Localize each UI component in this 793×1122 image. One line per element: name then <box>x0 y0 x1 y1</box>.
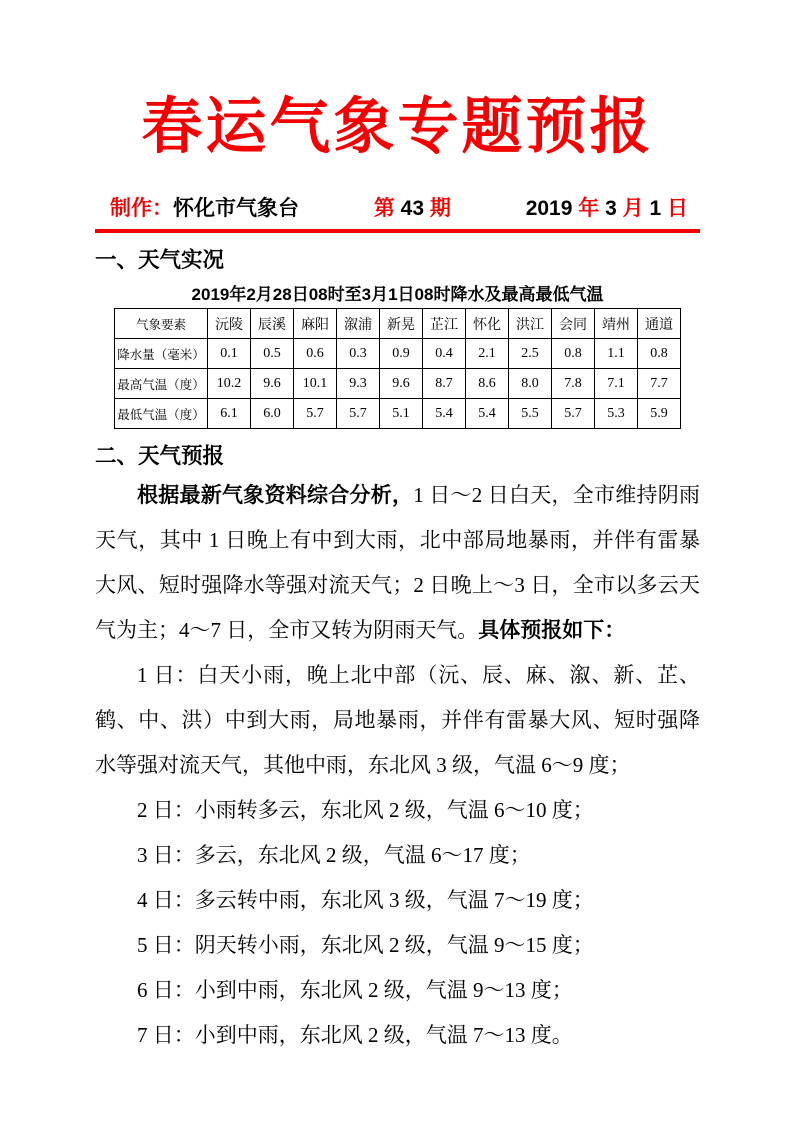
producer-value: 怀化市气象台 <box>173 197 299 220</box>
cell: 0.4 <box>423 339 466 369</box>
cell: 0.5 <box>251 339 294 369</box>
col-header-station: 溆浦 <box>337 309 380 339</box>
cell: 1.1 <box>595 339 638 369</box>
col-header-station: 沅陵 <box>208 309 251 339</box>
cell: 6.0 <box>251 399 294 429</box>
cell: 5.1 <box>380 399 423 429</box>
col-header-station: 怀化 <box>466 309 509 339</box>
cell: 5.4 <box>466 399 509 429</box>
section-2-heading: 二、天气预报 <box>95 444 225 468</box>
cell: 8.0 <box>509 369 552 399</box>
cell: 5.5 <box>509 399 552 429</box>
cell: 2.1 <box>466 339 509 369</box>
header-info <box>95 194 700 224</box>
col-header-station: 芷江 <box>423 309 466 339</box>
issue-date <box>526 194 688 224</box>
forecast-day-5: 5 日：阴天转小雨，东北风 2 级，气温 9～15 度； <box>137 933 594 957</box>
cell: 8.7 <box>423 369 466 399</box>
weather-table <box>114 308 681 429</box>
forecast-day-1: 1 日：白天小雨，晚上北中部（沅、辰、麻、溆、新、芷、鹤、中、洪）中到大雨，局地暴雨，并伴有雷暴大风、短时强降水等强对流天气，其他中雨，东北风 3 级，气温 6～9 度； <box>95 663 700 777</box>
table-row-min-temp <box>115 399 681 429</box>
date-day: 1 <box>649 197 662 220</box>
cell: 0.9 <box>380 339 423 369</box>
date-month-unit: 月 <box>616 197 650 220</box>
table-title: 2019年2月28日08时至3月1日08时降水及最高最低气温 <box>191 285 604 304</box>
forecast-day-4: 4 日：多云转中雨，东北风 3 级，气温 7～19 度； <box>137 888 594 912</box>
producer-label: 制作： <box>110 197 173 220</box>
cell: 9.6 <box>251 369 294 399</box>
intro-tail-bold: 具体预报如下： <box>478 619 626 642</box>
document-title: 春运气象专题预报 <box>141 94 654 161</box>
section-1-heading: 一、天气实况 <box>95 248 225 272</box>
cell: 7.7 <box>638 369 681 399</box>
row-label: 降水量（毫米） <box>115 339 208 369</box>
table-row-max-temp <box>115 369 681 399</box>
cell: 10.2 <box>208 369 251 399</box>
forecast-intro <box>95 473 700 653</box>
date-month: 3 <box>605 197 617 220</box>
cell: 0.1 <box>208 339 251 369</box>
cell: 2.5 <box>509 339 552 369</box>
col-header-station: 麻阳 <box>294 309 337 339</box>
col-header-station: 新晃 <box>380 309 423 339</box>
col-header-station: 洪江 <box>509 309 552 339</box>
cell: 0.8 <box>552 339 595 369</box>
cell: 5.3 <box>595 399 638 429</box>
row-label: 最高气温（度） <box>115 369 208 399</box>
date-day-unit: 日 <box>661 197 688 220</box>
col-header-station: 会同 <box>552 309 595 339</box>
cell: 6.1 <box>208 399 251 429</box>
cell: 5.7 <box>294 399 337 429</box>
cell: 7.8 <box>552 369 595 399</box>
cell: 5.7 <box>337 399 380 429</box>
cell: 10.1 <box>294 369 337 399</box>
forecast-day-6: 6 日：小到中雨，东北风 2 级，气温 9～13 度； <box>137 978 573 1002</box>
cell: 7.1 <box>595 369 638 399</box>
forecast-day-2: 2 日：小雨转多云，东北风 2 级，气温 6～10 度； <box>137 798 594 822</box>
col-header-station: 辰溪 <box>251 309 294 339</box>
cell: 0.8 <box>638 339 681 369</box>
forecast-day-7: 7 日：小到中雨，东北风 2 级，气温 7～13 度。 <box>137 1023 573 1047</box>
intro-lead-bold: 根据最新气象资料综合分析， <box>137 484 414 507</box>
date-year-unit: 年 <box>572 197 606 220</box>
issue-prefix: 第 <box>373 197 401 220</box>
col-header-station: 通道 <box>638 309 681 339</box>
issue-suffix: 期 <box>424 197 451 220</box>
cell: 5.9 <box>638 399 681 429</box>
table-row-precipitation <box>115 339 681 369</box>
table-header-row <box>115 309 681 339</box>
issue-value: 43 <box>400 197 425 220</box>
row-label: 最低气温（度） <box>115 399 208 429</box>
col-header-element: 气象要素 <box>115 309 208 339</box>
issue-number <box>374 194 451 224</box>
intro-body: 1 日～2 日白天，全市维持阴雨天气，其中 1 日晚上有中到大雨，北中部局地暴雨，并伴有雷暴大风、短时强降水等强对流天气；2 日晚上～3 日，全市以多云天气为主；4～7 日，全市又转为阴雨天气。 <box>95 483 700 642</box>
cell: 5.7 <box>552 399 595 429</box>
red-divider <box>95 229 700 233</box>
col-header-station: 靖州 <box>595 309 638 339</box>
cell: 9.6 <box>380 369 423 399</box>
date-year: 2019 <box>525 197 573 220</box>
cell: 0.3 <box>337 339 380 369</box>
producer <box>110 194 299 224</box>
cell: 5.4 <box>423 399 466 429</box>
forecast-day-3: 3 日：多云，东北风 2 级，气温 6～17 度； <box>137 843 531 867</box>
cell: 9.3 <box>337 369 380 399</box>
cell: 0.6 <box>294 339 337 369</box>
cell: 8.6 <box>466 369 509 399</box>
